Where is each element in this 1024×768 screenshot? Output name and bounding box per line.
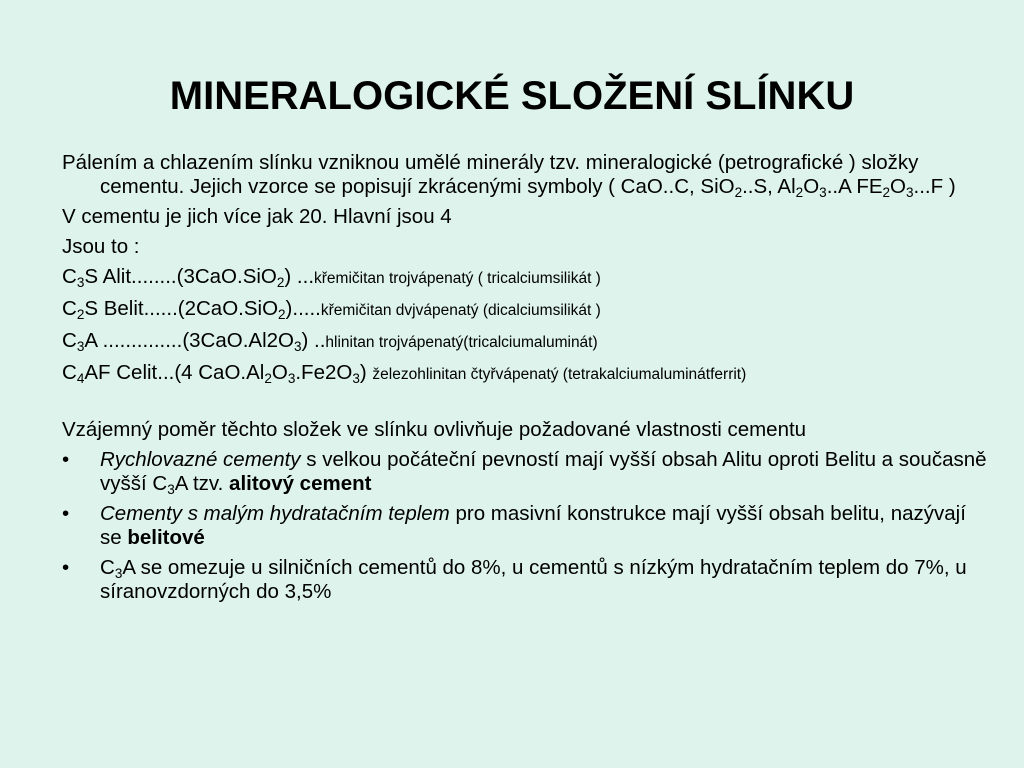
mineral-c3s-description: křemičitan trojvápenatý ( tricalciumsilikát ): [314, 270, 601, 287]
mineral-c3s: $C_3S$ Alit........(3CaO.SiO$_2$) ...křemičitan trojvápenatý ( tricalciumsilikát ): [62, 265, 601, 290]
bullet-marker: •: [62, 502, 70, 525]
bullet-marker: •: [62, 556, 70, 579]
mineral-c3a-description: hlinitan trojvápenatý(tricalciumaluminát): [325, 334, 598, 351]
mineral-count-line: V cementu je jich více jak 20. Hlavní jsou 4: [62, 205, 452, 228]
slide-body: [62, 151, 992, 610]
mineral-c4af: $C_4AF$ Celit...(4 $CaO.Al_2O_3.Fe2O_3$) železohlinitan čtyřvápenatý (tetrakalciumaluminátferrit): [62, 361, 747, 386]
mineral-c4af-description: železohlinitan čtyřvápenatý (tetrakalciumaluminátferrit): [372, 366, 747, 383]
intro-paragraph: Pálením a chlazením slínku vzniknou umělé minerály tzv. mineralogické (petrografické ) složky cementu. Jejich vzorce se popisují zkrácenými symboly ( CaO..C, SiO$_2$..S, $Al_2O_3..A$ $FE_2O_3...F$ ): [62, 151, 956, 200]
mineral-c2s-description: křemičitan dvjvápenatý (dicalciumsilikát ): [320, 302, 601, 319]
bullet-low-heat-cements: • Cementy s malým hydratačním teplem pro masivní konstrukce mají vyšší obsah belitu, nazývají se belitové: [62, 502, 966, 549]
mineral-c2s: $C_2S$ Belit......(2CaO.SiO$_2$).....křemičitan dvjvápenatý (dicalciumsilikát ): [62, 297, 601, 322]
ratio-paragraph: Vzájemný poměr těchto složek ve slínku ovlivňuje požadované vlastnosti cementu: [62, 418, 807, 441]
list-intro-line: Jsou to :: [62, 235, 140, 258]
bullet-c3a-limits: • $C_3A$ se omezuje u silničních cementů do 8%, u cementů s nízkým hydratačním teplem do 7%, u síranovzdorných do 3,5%: [62, 556, 967, 603]
bullet-marker: •: [62, 448, 70, 471]
slide-title: MINERALOGICKÉ SLOŽENÍ SLÍNKU: [169, 74, 855, 118]
mineral-c3a: $C_3A$ $..............(3CaO.Al2O_3)$ ..hlinitan trojvápenatý(tricalciumaluminát): [62, 329, 598, 354]
spacer: [62, 393, 992, 418]
bullet-rapid-cements: • Rychlovazné cementy s velkou počáteční pevností mají vyšší obsah Alitu oproti Belitu a současně vyšší $C_3A$ tzv. alitový cement: [62, 448, 987, 497]
